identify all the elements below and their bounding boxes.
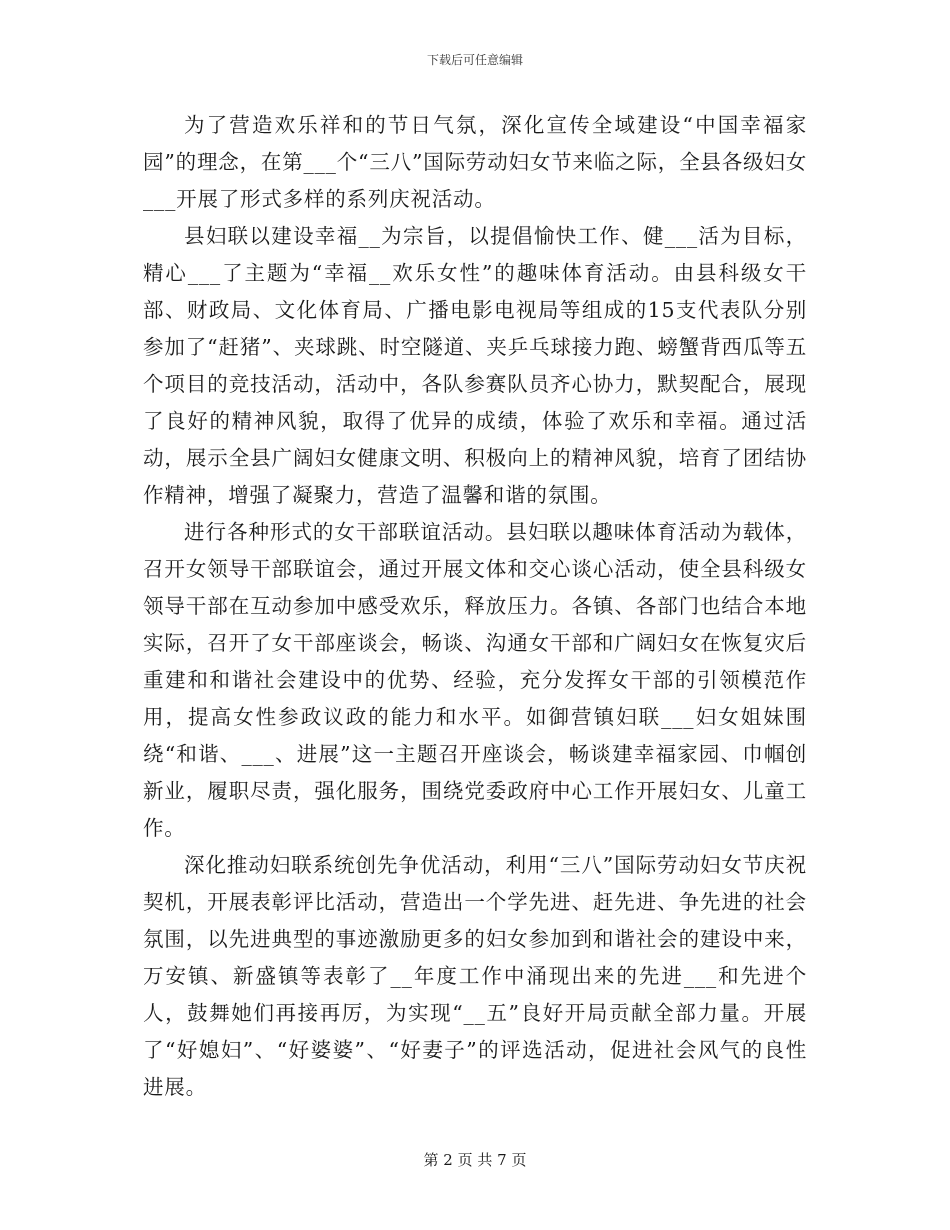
page-number: 第 2 页 共 7 页	[423, 1151, 527, 1169]
paragraph-cadre-gathering: 进行各种形式的女干部联谊活动。县妇联以趣味体育活动为载体，召开女领导干部联谊会，通过开展文体和交心谈心活动，使全县科级女领导干部在互动参加中感受欢乐，释放压力。各镇、各部门也结合本地实际，召开了女干部座谈会，畅谈、沟通女干部和广阔妇女在恢复灾后重建和和谐社会建设中的优势、经验，充分发挥女干部的引领模范作用，提高女性参政议政的能力和水平。如御营镇妇联___妇女姐妹围绕“和谐、___、进展”这一主题召开座谈会，畅谈建幸福家园、巾帼创新业，履职尽责，强化服务，围绕党委政府中心工作开展妇女、儿童工作。	[143, 520, 807, 840]
page-header: 下载后可任意编辑	[426, 53, 523, 67]
document-body	[143, 107, 807, 1106]
paragraph-excellence-campaign: 深化推动妇联系统创先争优活动，利用“三八”国际劳动妇女节庆祝契机，开展表彰评比活动，营造出一个学先进、赶先进、争先进的社会氛围，以先进典型的事迹激励更多的妇女参加到和谐社会的建设中来，万安镇、新盛镇等表彰了__年度工作中涌现出来的先进___和先进个人，鼓舞她们再接再厉，为实现“__五”良好开局贡献全部力量。开展了“好媳妇”、“好婆婆”、“好妻子”的评选活动，促进社会风气的良性进展。	[143, 853, 807, 1099]
paragraph-sports-activity: 县妇联以建设幸福__为宗旨，以提倡愉快工作、健___活为目标，精心___了主题为“幸福__欢乐女性”的趣味体育活动。由县科级女干部、财政局、文化体育局、广播电影电视局等组成的15支代表队分别参加了“赶猪”、夹球跳、时空隧道、夹乒乓球接力跑、螃蟹背西瓜等五个项目的竞技活动，活动中，各队参赛队员齐心协力，默契配合，展现了良好的精神风貌，取得了优异的成绩，体验了欢乐和幸福。通过活动，展示全县广阔妇女健康文明、积极向上的精神风貌，培育了团结协作精神，增强了凝聚力，营造了温馨和谐的氛围。	[143, 224, 807, 507]
paragraph-intro: 为了营造欢乐祥和的节日气氛，深化宣传全域建设“中国幸福家园”的理念，在第___个“三八”国际劳动妇女节来临之际，全县各级妇女___开展了形式多样的系列庆祝活动。	[143, 113, 807, 211]
